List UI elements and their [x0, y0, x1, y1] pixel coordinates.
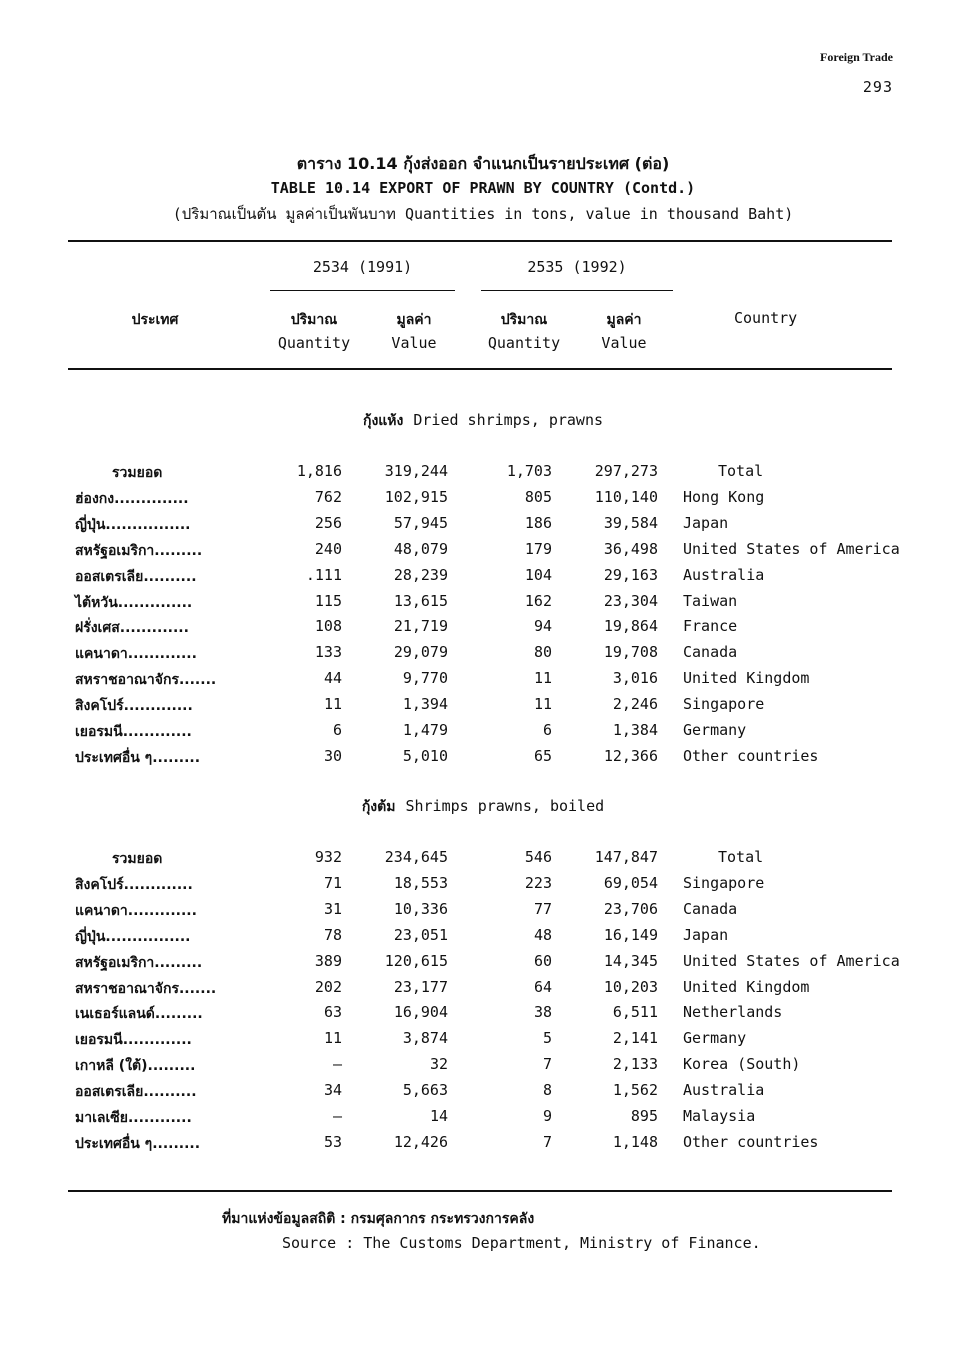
- column-header-country-english: Country: [734, 309, 798, 327]
- quantity-1992-cell: 60: [533, 951, 552, 970]
- table-row: [0, 540, 966, 566]
- section-title-dried: [0, 410, 966, 432]
- country-english-cell: Netherlands: [683, 1003, 783, 1022]
- table-row: [0, 1081, 966, 1107]
- value-1991-cell: 120,615: [384, 951, 448, 970]
- table-title-english: TABLE 10.14 EXPORT OF PRAWN BY COUNTRY (Contd.): [270, 179, 696, 197]
- quantity-1992-cell: 186: [524, 513, 552, 532]
- column-header-year2: 2535 (1992): [527, 258, 627, 276]
- value-1991-cell: 18,553: [393, 873, 448, 892]
- value-1991-cell: 48,079: [393, 539, 448, 558]
- quantity-1991-cell: 78: [323, 925, 342, 944]
- value-1991-cell: 12,426: [393, 1132, 448, 1151]
- year1-underline: [270, 290, 455, 291]
- country-english-cell: Taiwan: [683, 591, 738, 610]
- column-header-val1-thai: มูลค่า: [396, 312, 432, 328]
- source-thai: ที่มาแห่งข้อมูลสถิติ : กรมศุลกากร กระทรวงการคลัง: [222, 1211, 535, 1227]
- value-1991-cell: 1,479: [402, 721, 448, 739]
- quantity-1991-cell: 1,816: [296, 462, 342, 480]
- value-1991-cell: 1,394: [402, 695, 448, 714]
- quantity-1991-cell: 63: [323, 1003, 342, 1022]
- country-thai-cell: สหรัฐอเมริกา.........: [75, 542, 203, 559]
- value-1992-cell: 147,847: [594, 848, 658, 866]
- quantity-1992-cell: 162: [524, 591, 552, 610]
- value-1992-cell: 23,304: [603, 591, 658, 610]
- country-english-cell: Germany: [683, 1029, 747, 1048]
- country-english-cell: Total: [718, 462, 764, 480]
- country-thai-cell: ประเทศอื่น ๆ.........: [75, 749, 201, 766]
- value-1991-cell: 21,719: [393, 617, 448, 636]
- value-1992-cell: 110,140: [594, 487, 658, 506]
- value-1991-cell: 10,336: [393, 899, 448, 918]
- quantity-1992-cell: 5: [542, 1029, 552, 1048]
- section-title-boiled: [0, 796, 966, 818]
- header-bottom-rule: [68, 368, 892, 370]
- table-row: [0, 848, 966, 874]
- country-thai-cell: สหราชอาณาจักร.......: [75, 980, 217, 997]
- quantity-1991-cell: —: [332, 1107, 342, 1125]
- value-1991-cell: 9,770: [402, 669, 448, 688]
- country-english-cell: France: [683, 617, 738, 636]
- country-english-cell: Singapore: [683, 695, 765, 714]
- value-1991-cell: 5,663: [402, 1081, 448, 1100]
- country-thai-cell: สหรัฐอเมริกา.........: [75, 954, 203, 971]
- column-header-val2-english: Value: [601, 334, 647, 352]
- quantity-1992-cell: 7: [542, 1132, 552, 1151]
- value-1992-cell: 10,203: [603, 977, 658, 996]
- country-thai-cell: รวมยอด: [112, 465, 163, 481]
- column-header-country-thai: ประเทศ: [131, 312, 179, 328]
- quantity-1992-cell: 11: [533, 695, 552, 714]
- quantity-1991-cell: 53: [323, 1132, 342, 1151]
- value-1992-cell: 14,345: [603, 951, 658, 970]
- quantity-1991-cell: 30: [323, 746, 342, 765]
- quantity-1992-cell: 38: [533, 1003, 552, 1022]
- value-1991-cell: 13,615: [393, 591, 448, 610]
- table-row: [0, 900, 966, 926]
- quantity-1991-cell: 34: [323, 1081, 342, 1100]
- table-row: [0, 669, 966, 695]
- value-1992-cell: 895: [630, 1107, 658, 1125]
- country-thai-cell: ญี่ปุ่น................: [75, 928, 191, 945]
- value-1992-cell: 23,706: [603, 899, 658, 918]
- country-thai-cell: แคนาดา.............: [75, 646, 197, 663]
- table-row: [0, 1055, 966, 1081]
- country-english-cell: Singapore: [683, 873, 765, 892]
- quantity-1991-cell: 133: [314, 643, 342, 662]
- section-title-dried-english: Dried shrimps, prawns: [413, 411, 604, 429]
- table-row: [0, 747, 966, 773]
- country-english-cell: United Kingdom: [683, 669, 810, 688]
- quantity-1991-cell: 389: [314, 951, 342, 970]
- country-english-cell: Germany: [683, 721, 747, 739]
- value-1992-cell: 36,498: [603, 539, 658, 558]
- value-1992-cell: 1,384: [612, 721, 658, 739]
- value-1992-cell: 1,562: [612, 1081, 658, 1100]
- quantity-1992-cell: 1,703: [506, 462, 552, 480]
- value-1991-cell: 319,244: [384, 462, 448, 480]
- column-header-year1: 2534 (1991): [312, 258, 413, 276]
- table-row: [0, 1003, 966, 1029]
- country-english-cell: Total: [718, 848, 764, 866]
- quantity-1992-cell: 8: [542, 1081, 552, 1100]
- table-row: [0, 978, 966, 1004]
- quantity-1992-cell: 179: [524, 539, 552, 558]
- country-english-cell: Korea (South): [683, 1055, 801, 1074]
- country-thai-cell: ฝรั่งเศส.............: [75, 620, 189, 637]
- quantity-1991-cell: 115: [314, 591, 342, 610]
- section-title-boiled-english: Shrimps prawns, boiled: [405, 797, 605, 815]
- country-english-cell: United States of America: [683, 539, 900, 558]
- value-1992-cell: 19,708: [603, 643, 658, 662]
- country-thai-cell: ญี่ปุ่น................: [75, 516, 191, 533]
- country-english-cell: Malaysia: [683, 1107, 756, 1125]
- quantity-1992-cell: 94: [533, 617, 552, 636]
- quantity-1992-cell: 77: [533, 899, 552, 918]
- table-row: [0, 643, 966, 669]
- country-english-cell: Australia: [683, 1081, 765, 1100]
- value-1992-cell: 1,148: [612, 1132, 658, 1151]
- quantity-1992-cell: 65: [533, 746, 552, 765]
- value-1991-cell: 28,239: [393, 565, 448, 584]
- country-english-cell: United States of America: [683, 951, 900, 970]
- value-1992-cell: 29,163: [603, 565, 658, 584]
- country-thai-cell: ออสเตรเลีย..........: [75, 1084, 197, 1101]
- table-row: [0, 1107, 966, 1133]
- value-1991-cell: 234,645: [384, 848, 448, 866]
- quantity-1991-cell: .111: [305, 565, 342, 584]
- table-row: [0, 592, 966, 618]
- value-1991-cell: 57,945: [393, 513, 448, 532]
- country-english-cell: Other countries: [683, 1132, 819, 1151]
- table-row: [0, 1029, 966, 1055]
- country-english-cell: Canada: [683, 643, 738, 662]
- quantity-1992-cell: 11: [533, 669, 552, 688]
- table-title-thai: ตาราง 10.14 กุ้งส่งออก จำแนกเป็นรายประเทศ (ต่อ): [296, 154, 670, 173]
- quantity-1991-cell: 202: [314, 977, 342, 996]
- table-row: [0, 952, 966, 978]
- value-1992-cell: 19,864: [603, 617, 658, 636]
- page-section-header: Foreign Trade: [820, 50, 893, 64]
- table-row: [0, 695, 966, 721]
- value-1991-cell: 23,177: [393, 977, 448, 996]
- value-1991-cell: 5,010: [402, 746, 448, 765]
- quantity-1991-cell: 762: [314, 487, 342, 506]
- country-thai-cell: สิงคโปร์.............: [75, 876, 193, 893]
- value-1992-cell: 2,141: [612, 1029, 658, 1048]
- country-thai-cell: มาเลเซีย............: [75, 1110, 192, 1126]
- quantity-1991-cell: 932: [314, 848, 342, 866]
- source-english: Source : The Customs Department, Ministry of Finance.: [282, 1234, 761, 1252]
- country-thai-cell: ไต้หวัน..............: [75, 594, 193, 611]
- value-1991-cell: 23,051: [393, 925, 448, 944]
- quantity-1991-cell: 11: [323, 1029, 342, 1048]
- country-thai-cell: เกาหลี (ใต้).........: [75, 1058, 196, 1075]
- country-thai-cell: แคนาดา.............: [75, 902, 197, 919]
- value-1992-cell: 39,584: [603, 513, 658, 532]
- year2-underline: [481, 290, 673, 291]
- table-units: (ปริมาณเป็นตัน มูลค่าเป็นพันบาท Quantities in tons, value in thousand Baht): [172, 205, 794, 223]
- quantity-1992-cell: 6: [542, 721, 552, 739]
- country-english-cell: Japan: [683, 513, 729, 532]
- column-header-qty1-thai: ปริมาณ: [290, 312, 338, 328]
- country-english-cell: Other countries: [683, 746, 819, 765]
- quantity-1991-cell: 44: [323, 669, 342, 688]
- quantity-1991-cell: 256: [314, 513, 342, 532]
- value-1991-cell: 32: [429, 1055, 448, 1074]
- quantity-1992-cell: 64: [533, 977, 552, 996]
- table-row: [0, 488, 966, 514]
- country-thai-cell: ประเทศอื่น ๆ.........: [75, 1135, 201, 1152]
- table-row: [0, 926, 966, 952]
- top-rule: [68, 240, 892, 242]
- country-thai-cell: รวมยอด: [112, 851, 163, 867]
- value-1992-cell: 2,133: [612, 1055, 658, 1074]
- quantity-1991-cell: 71: [323, 873, 342, 892]
- quantity-1992-cell: 546: [524, 848, 552, 866]
- section-title-boiled-thai: กุ้งต้ม: [361, 799, 396, 815]
- country-thai-cell: ออสเตรเลีย..........: [75, 568, 197, 585]
- value-1991-cell: 102,915: [384, 487, 448, 506]
- table-row: [0, 721, 966, 747]
- quantity-1992-cell: 9: [542, 1107, 552, 1125]
- column-header-val2-thai: มูลค่า: [606, 312, 642, 328]
- country-english-cell: Australia: [683, 565, 765, 584]
- page-number: 293: [862, 78, 893, 96]
- value-1991-cell: 16,904: [393, 1003, 448, 1022]
- value-1991-cell: 14: [429, 1107, 448, 1125]
- value-1991-cell: 3,874: [402, 1029, 448, 1048]
- country-thai-cell: สหราชอาณาจักร.......: [75, 672, 217, 689]
- quantity-1991-cell: 31: [323, 899, 342, 918]
- quantity-1991-cell: 240: [314, 539, 342, 558]
- quantity-1992-cell: 805: [524, 487, 552, 506]
- country-english-cell: Hong Kong: [683, 487, 765, 506]
- country-thai-cell: เยอรมนี.............: [75, 724, 192, 740]
- column-header-val1-english: Value: [391, 334, 437, 352]
- table-row: [0, 874, 966, 900]
- table-row: [0, 514, 966, 540]
- column-header-qty2-thai: ปริมาณ: [500, 312, 548, 328]
- quantity-1991-cell: 108: [314, 617, 342, 636]
- table-row: [0, 462, 966, 488]
- value-1992-cell: 69,054: [603, 873, 658, 892]
- value-1992-cell: 16,149: [603, 925, 658, 944]
- country-thai-cell: เนเธอร์แลนด์.........: [75, 1006, 203, 1023]
- value-1992-cell: 3,016: [612, 669, 658, 688]
- quantity-1992-cell: 48: [533, 925, 552, 944]
- table-row: [0, 1133, 966, 1159]
- quantity-1992-cell: 80: [533, 643, 552, 662]
- quantity-1992-cell: 104: [524, 565, 552, 584]
- quantity-1991-cell: 11: [323, 695, 342, 714]
- table-row: [0, 617, 966, 643]
- value-1992-cell: 2,246: [612, 695, 658, 714]
- quantity-1991-cell: —: [332, 1055, 342, 1074]
- column-header-qty2-english: Quantity: [487, 334, 561, 352]
- value-1992-cell: 12,366: [603, 746, 658, 765]
- quantity-1992-cell: 223: [524, 873, 552, 892]
- country-thai-cell: เยอรมนี.............: [75, 1032, 192, 1049]
- country-thai-cell: สิงคโปร์.............: [75, 698, 193, 715]
- table-row: [0, 566, 966, 592]
- value-1991-cell: 29,079: [393, 643, 448, 662]
- quantity-1992-cell: 7: [542, 1055, 552, 1074]
- section-title-dried-thai: กุ้งแห้ง: [362, 413, 404, 429]
- country-english-cell: Canada: [683, 899, 738, 918]
- value-1992-cell: 297,273: [594, 462, 658, 480]
- bottom-rule: [68, 1190, 892, 1192]
- quantity-1991-cell: 6: [332, 721, 342, 739]
- country-english-cell: United Kingdom: [683, 977, 810, 996]
- column-header-qty1-english: Quantity: [277, 334, 351, 352]
- value-1992-cell: 6,511: [612, 1003, 658, 1022]
- country-thai-cell: ฮ่องกง..............: [75, 490, 189, 507]
- country-english-cell: Japan: [683, 925, 729, 944]
